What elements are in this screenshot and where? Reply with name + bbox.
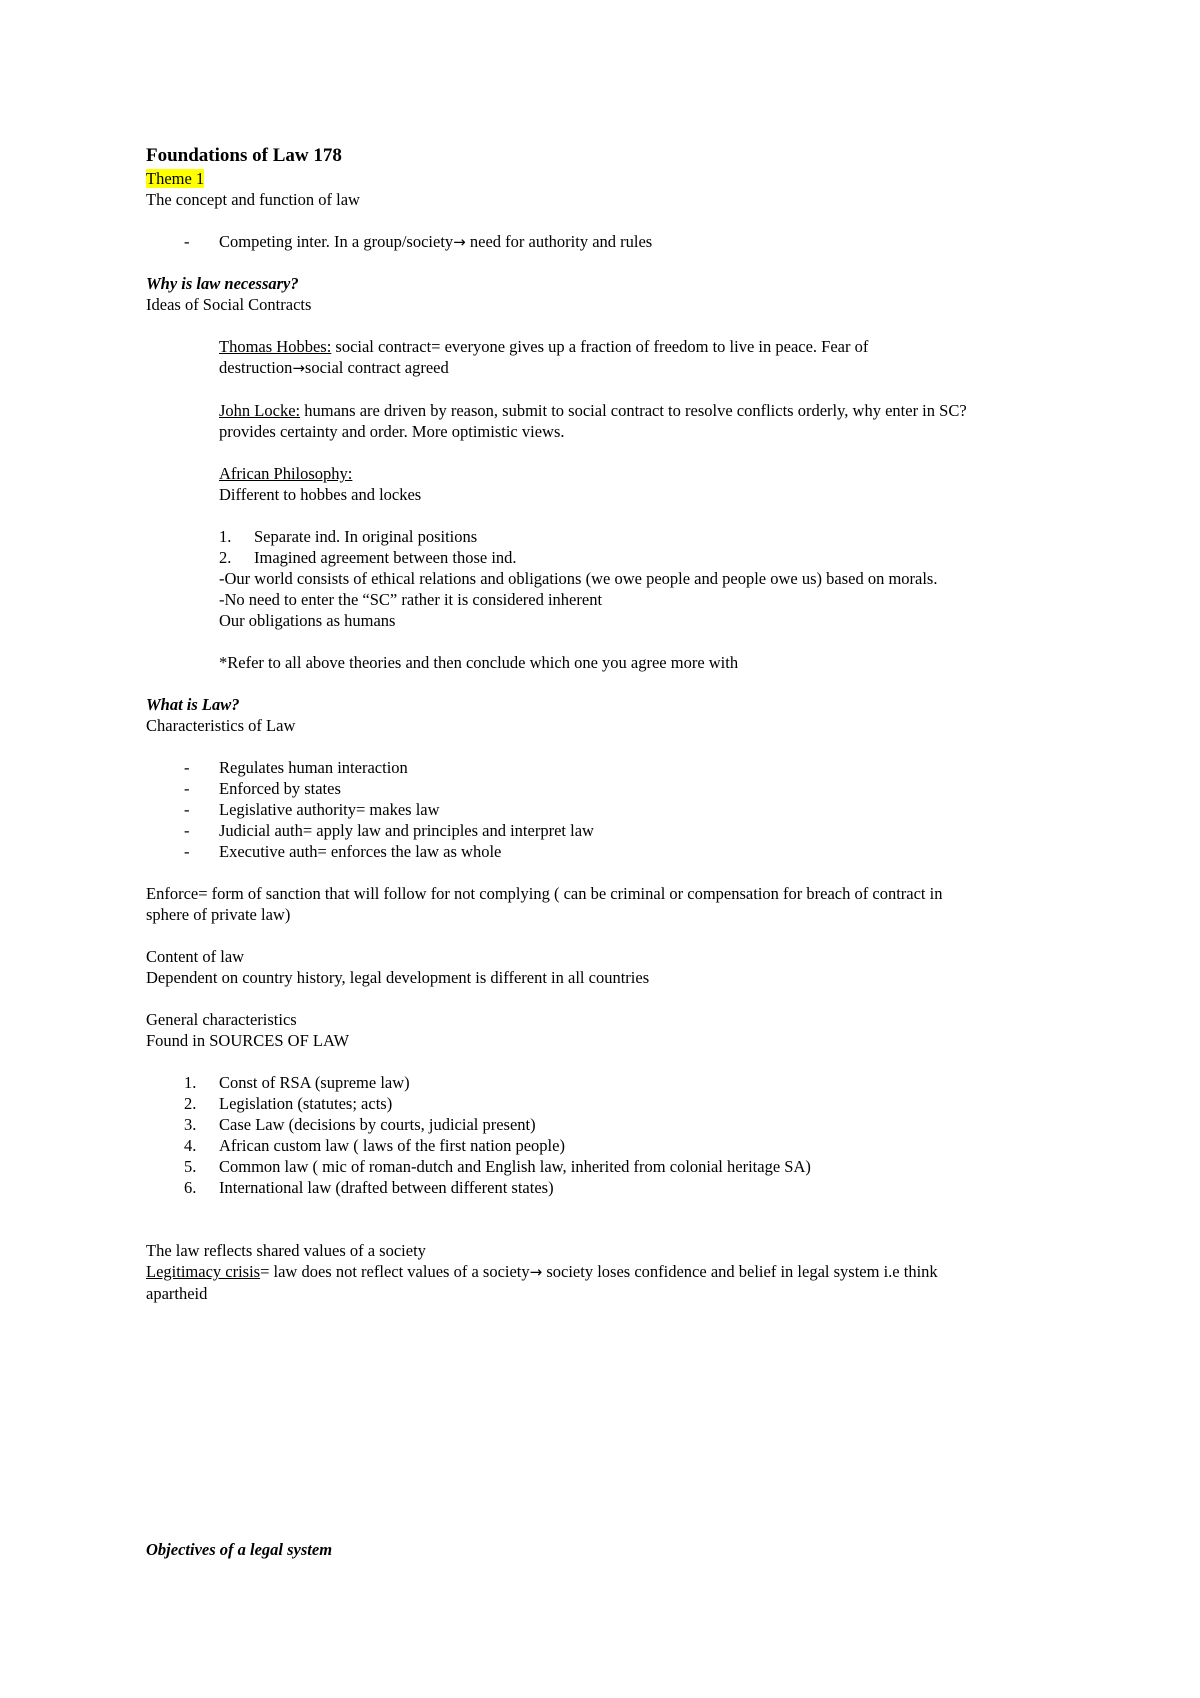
list-item: - Regulates human interaction xyxy=(184,758,408,777)
competing-text: Competing inter. In a group/society xyxy=(219,232,454,251)
list-item: 2. Imagined agreement between those ind. xyxy=(219,548,517,567)
enforce-line-1: Enforce= form of sanction that will follow for not complying ( can be criminal or compensation for breach of contract in xyxy=(146,884,943,903)
ideas-subheading: Ideas of Social Contracts xyxy=(146,295,312,314)
list-item: 5. Common law ( mic of roman-dutch and English law, inherited from colonial heritage SA) xyxy=(184,1157,811,1176)
arrow-icon: → xyxy=(292,359,305,377)
arrow-icon: → xyxy=(453,233,466,251)
african-note: -No need to enter the “SC” rather it is considered inherent xyxy=(219,590,603,609)
locke-line-2: provides certainty and order. More optimistic views. xyxy=(219,422,565,441)
list-item: - Executive auth= enforces the law as whole xyxy=(184,842,502,861)
document-body xyxy=(146,144,1066,1304)
african-note: -Our world consists of ethical relations and obligations (we owe people and people owe us) based on morals. xyxy=(219,569,938,588)
why-heading: Why is law necessary? xyxy=(146,274,299,293)
list-item: 2. Legislation (statutes; acts) xyxy=(184,1094,393,1113)
african-note: Our obligations as humans xyxy=(219,611,396,630)
content-text: Dependent on country history, legal development is different in all countries xyxy=(146,968,650,987)
african-philosophy-name: African Philosophy: xyxy=(219,464,353,483)
locke-name: John Locke: xyxy=(219,401,301,420)
hobbes-line-2: destruction→social contract agreed xyxy=(219,358,449,377)
concept-heading: The concept and function of law xyxy=(146,190,360,209)
list-item: - Enforced by states xyxy=(184,779,341,798)
list-item: 1. Const of RSA (supreme law) xyxy=(184,1073,410,1092)
document-title: Foundations of Law 178 xyxy=(146,145,342,166)
legitimacy-line-1: Legitimacy crisis= law does not reflect values of a society→ society loses confidence and belief in legal system i.e think xyxy=(146,1262,938,1281)
list-item: 4. African custom law ( laws of the first nation people) xyxy=(184,1136,565,1155)
list-item: 1. Separate ind. In original positions xyxy=(219,527,478,546)
bullet-marker: - xyxy=(184,232,190,251)
list-item: - Legislative authority= makes law xyxy=(184,800,440,819)
hobbes-line-1: Thomas Hobbes: social contract= everyone gives up a fraction of freedom to live in peace. Fear of xyxy=(219,337,869,356)
what-heading: What is Law? xyxy=(146,695,240,714)
content-heading: Content of law xyxy=(146,947,245,966)
characteristics-subheading: Characteristics of Law xyxy=(146,716,296,735)
objectives-heading: Objectives of a legal system xyxy=(146,1540,333,1559)
sources-heading: Found in SOURCES OF LAW xyxy=(146,1031,350,1050)
african-philosophy-text: Different to hobbes and lockes xyxy=(219,485,422,504)
competing-text-after: need for authority and rules xyxy=(465,232,653,251)
theme-label: Theme 1 xyxy=(146,169,205,188)
general-characteristics: General characteristics xyxy=(146,1010,297,1029)
refer-note: *Refer to all above theories and then conclude which one you agree more with xyxy=(219,653,739,672)
competing-bullet xyxy=(146,231,1066,252)
legitimacy-term: Legitimacy crisis xyxy=(146,1262,261,1281)
shared-values: The law reflects shared values of a society xyxy=(146,1241,426,1260)
arrow-icon: → xyxy=(529,1263,543,1281)
enforce-line-2: sphere of private law) xyxy=(146,905,291,924)
legitimacy-line-2: apartheid xyxy=(146,1284,208,1303)
list-item: - Judicial auth= apply law and principles and interpret law xyxy=(184,821,594,840)
locke-line-1: John Locke: humans are driven by reason, submit to social contract to resolve conflicts orderly, why enter in SC? xyxy=(219,401,967,420)
hobbes-name: Thomas Hobbes: xyxy=(219,337,332,356)
list-item: 6. International law (drafted between different states) xyxy=(184,1178,554,1197)
list-item: 3. Case Law (decisions by courts, judicial present) xyxy=(184,1115,536,1134)
